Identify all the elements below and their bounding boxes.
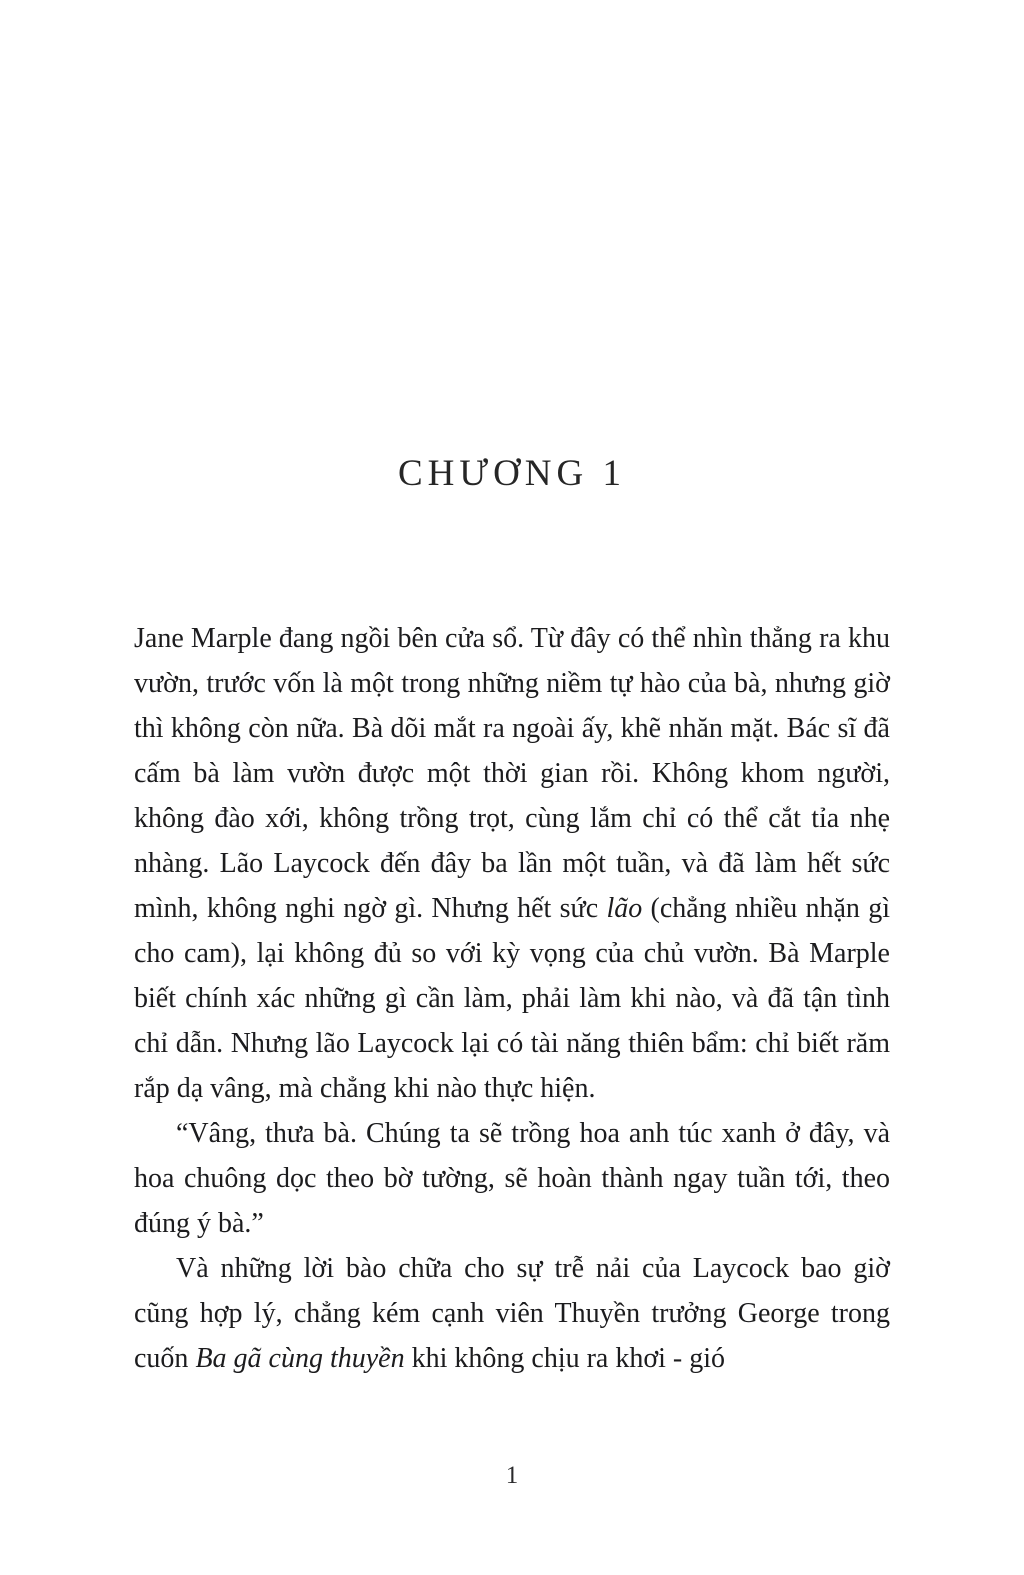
text-segment: “Vâng, thưa bà. Chúng ta sẽ trồng hoa anh túc xanh ở đây, và hoa chuông dọc theo bờ tường, sẽ hoàn thành ngay tuần tới, theo đúng ý bà.” xyxy=(134,1118,890,1239)
paragraph xyxy=(134,616,890,1111)
text-segment: Jane Marple đang ngồi bên cửa sổ. Từ đây có thể nhìn thẳng ra khu vườn, trước vốn là một trong những niềm tự hào của bà, nhưng giờ thì không còn nữa. Bà dõi mắt ra ngoài ấy, khẽ nhăn mặt. Bác sĩ đã cấm bà làm vườn được một thời gian rồi. Không khom người, không đào xới, không trồng trọt, cùng lắm chỉ có thể cắt tỉa nhẹ nhàng. Lão Laycock đến đây ba lần một tuần, và đã làm hết sức mình, không nghi ngờ gì. Nhưng hết sức xyxy=(134,623,890,924)
text-segment: khi không chịu ra khơi - gió xyxy=(404,1343,726,1374)
chapter-title: CHƯƠNG 1 xyxy=(397,453,627,494)
italic-text-segment: Ba gã cùng thuyền xyxy=(195,1343,405,1374)
text-segment: (chẳng nhiều nhặn gì cho cam), lại không đủ so với kỳ vọng của chủ vườn. Bà Marple biết chính xác những gì cần làm, phải làm khi nào, và đã tận tình chỉ dẫn. Nhưng lão Laycock lại có tài năng thiên bẩm: chỉ biết răm rắp dạ vâng, mà chẳng khi nào thực hiện. xyxy=(134,893,891,1104)
body-text xyxy=(134,616,890,1381)
italic-text-segment: lão xyxy=(606,893,643,924)
page-number: 1 xyxy=(505,1462,519,1489)
paragraph xyxy=(134,1246,890,1381)
paragraph xyxy=(134,1111,890,1246)
text-segment: Và những lời bào chữa cho sự trễ nải của Laycock bao giờ cũng hợp lý, chẳng kém cạnh viên Thuyền trưởng George trong cuốn xyxy=(134,1253,890,1374)
